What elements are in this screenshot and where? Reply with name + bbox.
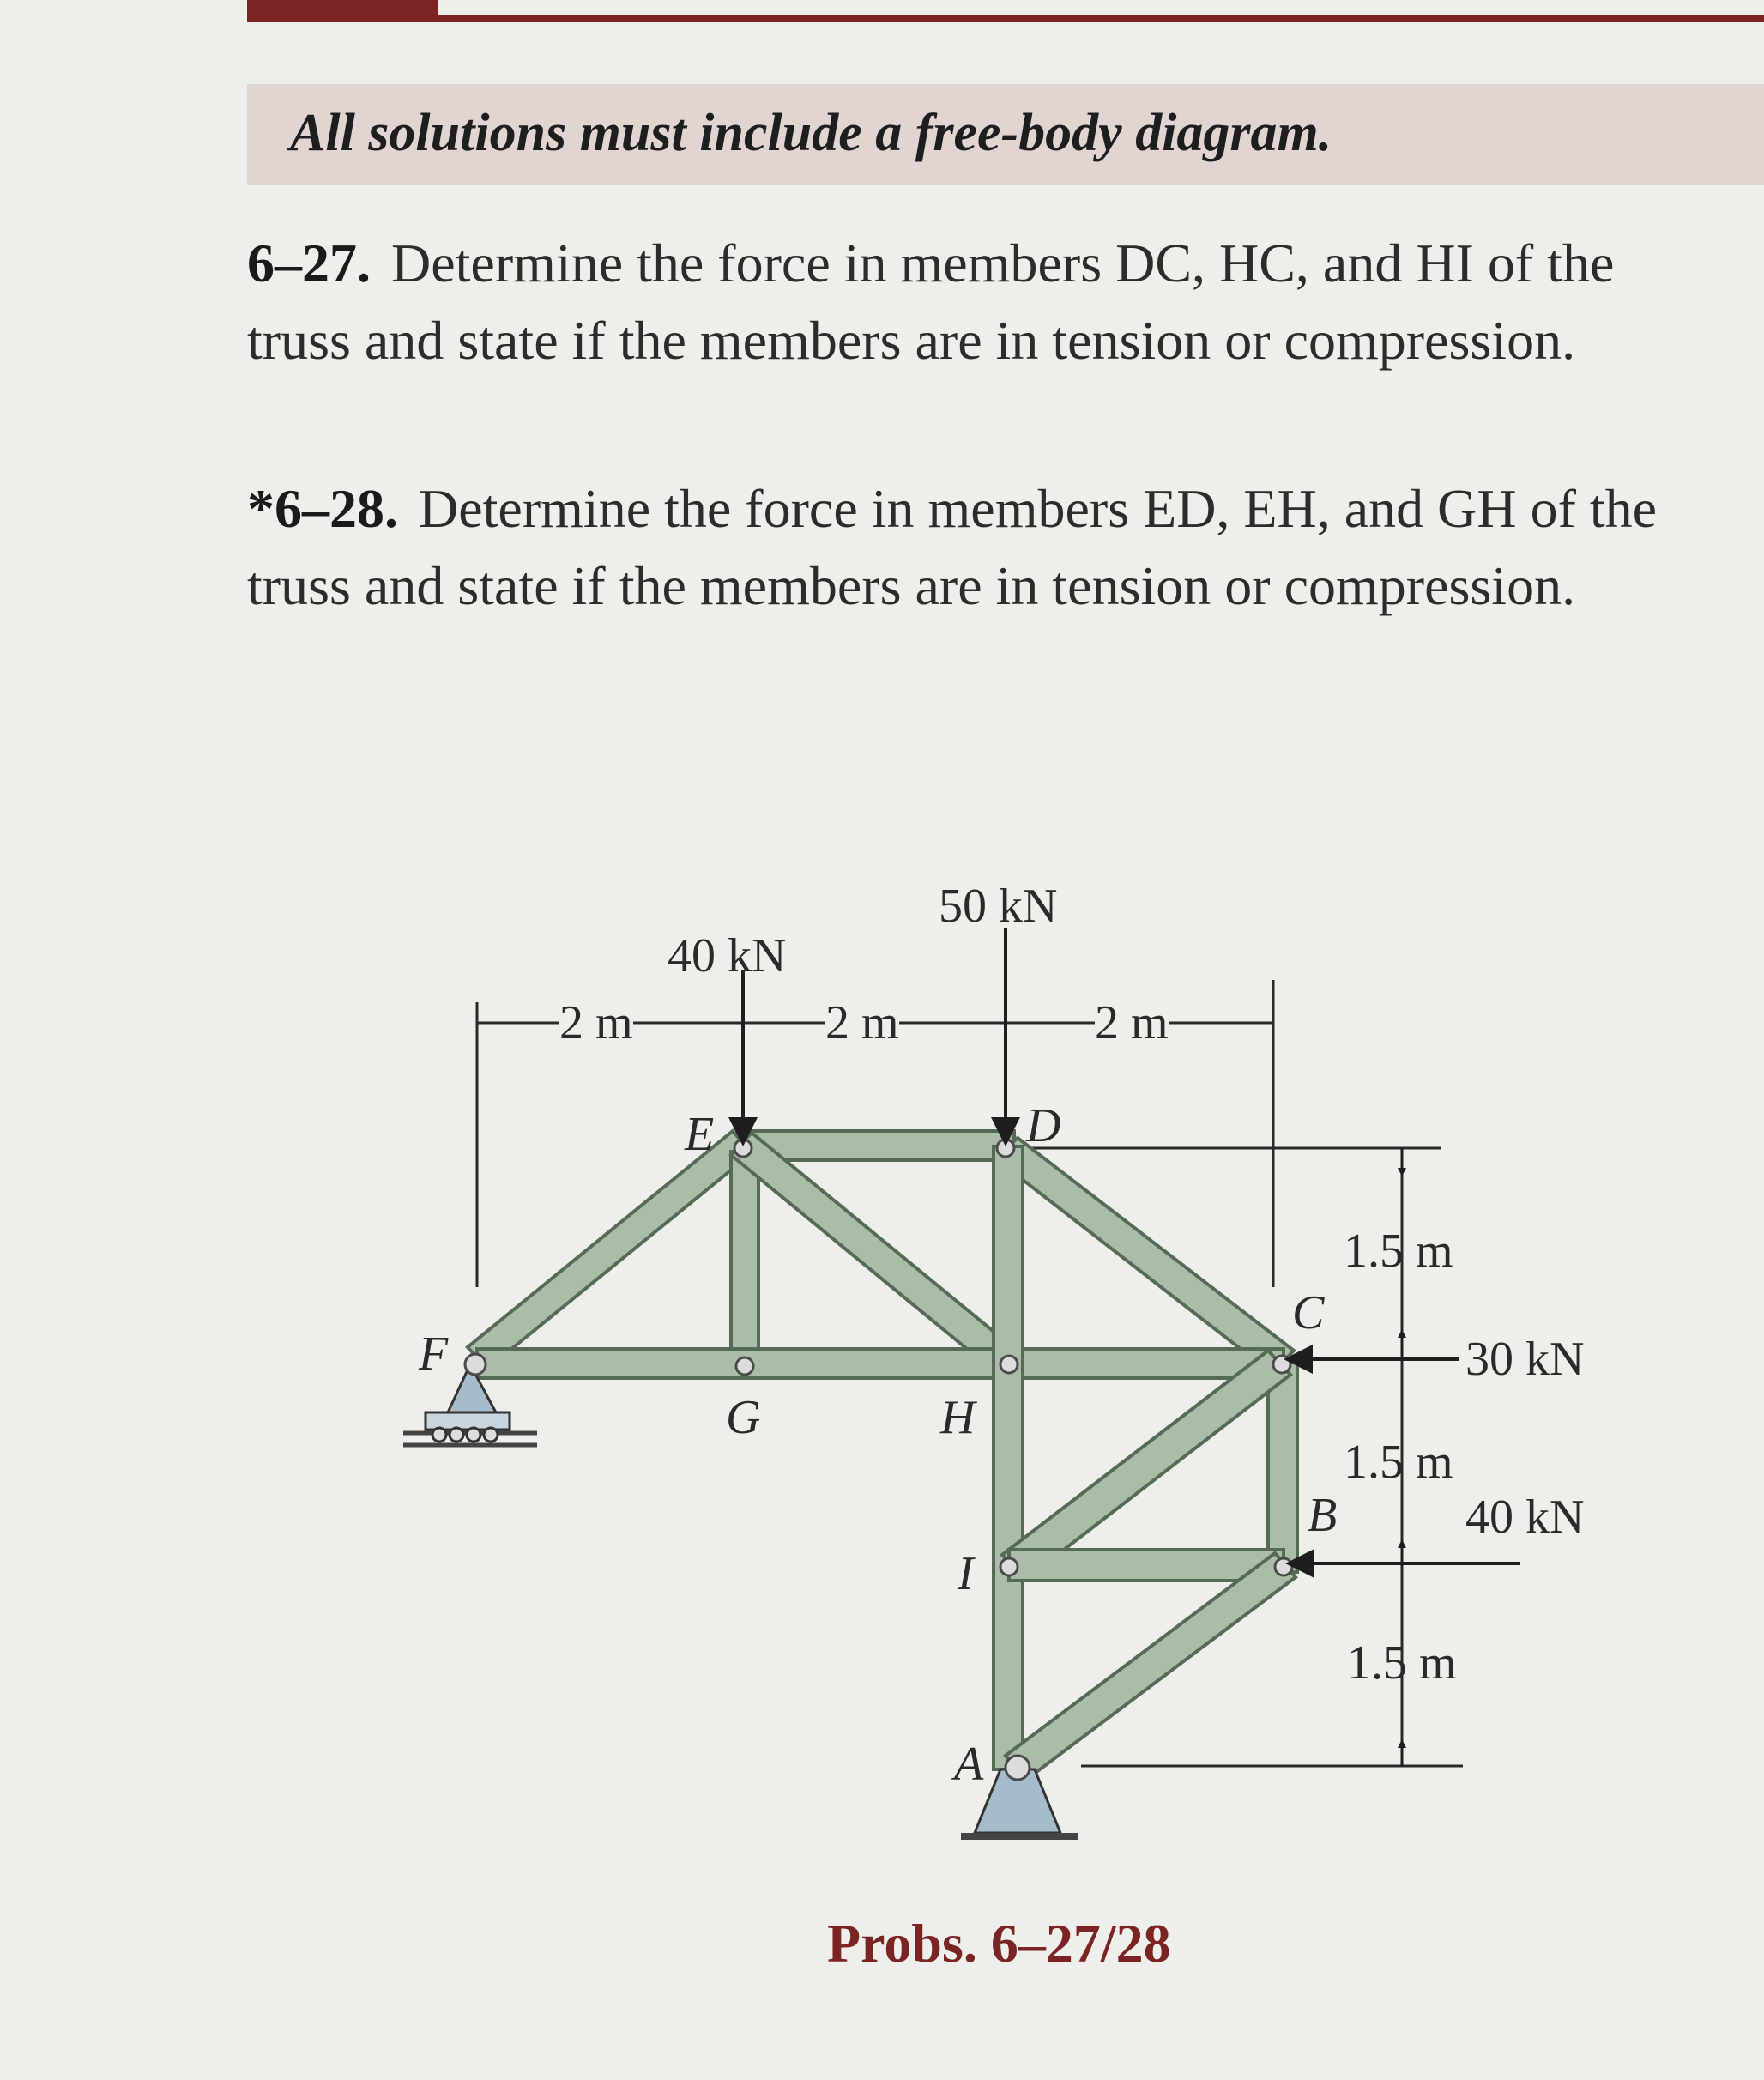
member-EH <box>731 1133 1021 1376</box>
joint-label-H: H <box>940 1391 976 1444</box>
truss-members <box>468 1131 1297 1780</box>
member-DA <box>994 1146 1023 1769</box>
load-label-B: 40 kN <box>1465 1490 1585 1544</box>
pin-I <box>1000 1558 1018 1575</box>
member-CI <box>1002 1351 1290 1579</box>
problem-number: *6–28. <box>247 478 398 539</box>
member-DC <box>995 1138 1294 1373</box>
joint-label-F: F <box>419 1327 449 1381</box>
load-label-E: 40 kN <box>668 929 787 983</box>
figure-caption: Probs. 6–27/28 <box>827 1913 1171 1974</box>
joint-label-E: E <box>685 1108 715 1161</box>
problem-text: Determine the force in members ED, EH, and GH of the truss and state if the members are in tension or compression. <box>247 478 1658 616</box>
dim-label-height-CB: 1.5 m <box>1344 1436 1453 1489</box>
problem-number: 6–27. <box>247 233 371 293</box>
dim-label-DC: 2 m <box>1095 996 1169 1049</box>
joint-label-B: B <box>1308 1489 1338 1542</box>
problem-text: Determine the force in members DC, HC, and HI of the truss and state if the members are in tension or compression. <box>247 233 1615 371</box>
pin-H <box>1000 1356 1018 1373</box>
member-CB <box>1268 1363 1297 1572</box>
member-EG <box>731 1152 758 1363</box>
load-label-C: 30 kN <box>1465 1333 1585 1386</box>
dim-label-ED: 2 m <box>825 996 899 1049</box>
dim-label-height-DC: 1.5 m <box>1344 1224 1453 1278</box>
joint-label-A: A <box>954 1738 984 1791</box>
member-FE <box>468 1131 752 1369</box>
pin-A <box>1006 1756 1030 1780</box>
load-label-D: 50 kN <box>939 880 1058 933</box>
joint-label-G: G <box>726 1391 761 1444</box>
member-AB <box>1006 1553 1296 1780</box>
instruction-text: All solutions must include a free-body diagram. <box>290 104 1332 162</box>
joint-label-D: D <box>1026 1099 1061 1152</box>
member-FC <box>477 1349 1284 1378</box>
pin-B <box>1275 1558 1292 1575</box>
joint-label-I: I <box>958 1547 974 1600</box>
joint-label-C: C <box>1292 1286 1325 1339</box>
dim-label-FE: 2 m <box>559 996 633 1049</box>
pin-F <box>465 1354 486 1375</box>
dim-label-height-BA: 1.5 m <box>1347 1636 1457 1690</box>
pin-G <box>736 1357 753 1375</box>
